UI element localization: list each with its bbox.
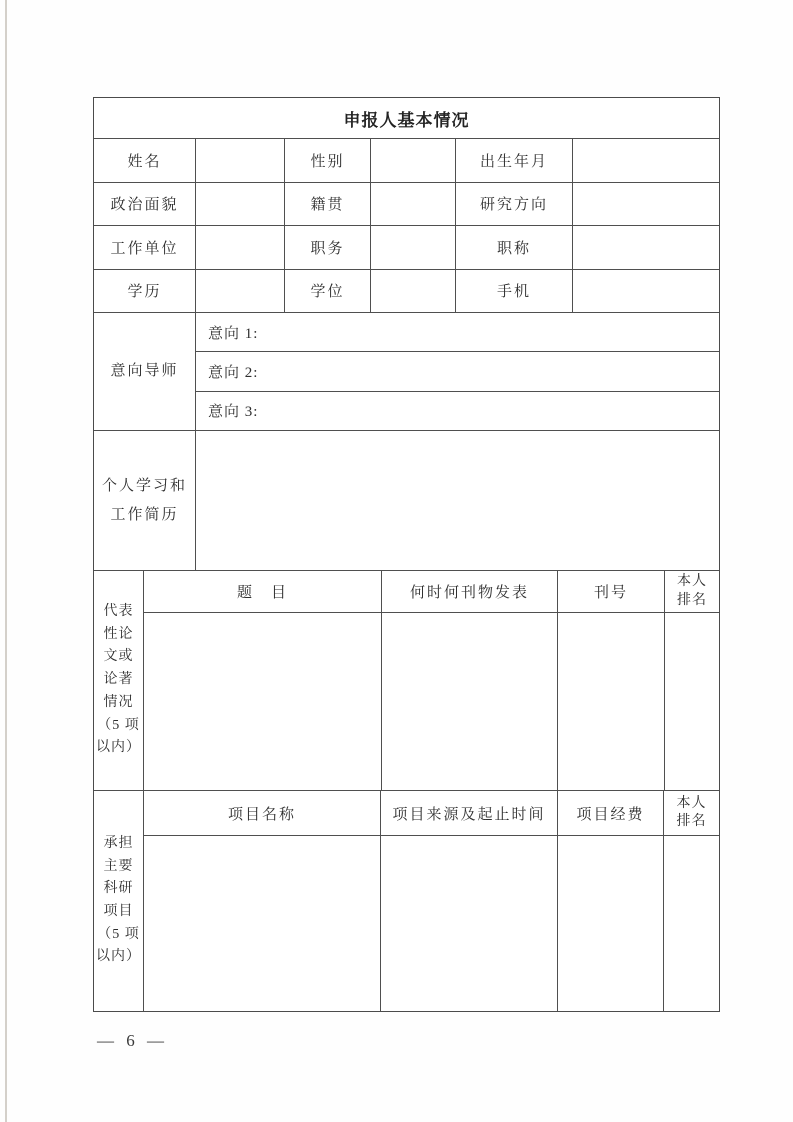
resume-label-line-2: 工作简历 xyxy=(110,506,179,523)
education-label: 学历 xyxy=(94,270,196,313)
project-source-header: 项目来源及起止时间 xyxy=(381,791,558,835)
projects-label-line: 科研 xyxy=(103,881,134,897)
project-rank-header-line-2: 排名 xyxy=(676,814,707,829)
resume-section xyxy=(94,431,719,571)
project-source-cell xyxy=(381,836,558,1011)
birth-date-value-cell xyxy=(573,139,719,182)
resume-label-line-1: 个人学习和 xyxy=(101,478,187,494)
degree-label: 学位 xyxy=(285,270,371,313)
supervisor-section xyxy=(94,313,719,431)
projects-section xyxy=(94,791,719,1011)
projects-section-label xyxy=(94,791,144,1011)
supervisor-option-3-label: 意向 3: xyxy=(208,404,259,421)
supervisor-option-3-row xyxy=(196,392,719,430)
paper-published-cell xyxy=(382,613,558,790)
basic-info-row-4 xyxy=(94,270,719,314)
supervisor-option-1-label: 意向 1: xyxy=(208,325,259,342)
education-value-cell xyxy=(196,270,285,313)
degree-value-cell xyxy=(371,270,456,313)
project-name-header: 项目名称 xyxy=(144,791,381,835)
project-funding-cell xyxy=(558,836,664,1011)
papers-label-line: 代表 xyxy=(103,604,134,620)
projects-table xyxy=(144,791,719,1011)
basic-info-row-1 xyxy=(94,139,719,183)
papers-body-row xyxy=(144,613,719,790)
political-status-label: 政治面貌 xyxy=(94,183,196,226)
supervisor-option-2-label: 意向 2: xyxy=(208,364,259,381)
papers-label-line: 性论 xyxy=(103,626,134,642)
resume-content-cell xyxy=(196,431,719,570)
research-direction-value-cell xyxy=(573,183,719,226)
papers-label-line: 文或 xyxy=(103,649,134,665)
mobile-label: 手机 xyxy=(456,270,573,313)
professional-title-label: 职称 xyxy=(456,226,573,269)
projects-label-line: 承担 xyxy=(103,835,134,851)
projects-header-row xyxy=(144,791,719,836)
research-direction-label: 研究方向 xyxy=(456,183,573,226)
papers-table xyxy=(144,571,719,790)
project-rank-header-line-1: 本人 xyxy=(676,795,707,811)
applicant-info-form-table xyxy=(93,97,720,1012)
paper-title-header: 题 目 xyxy=(144,571,382,612)
mobile-value-cell xyxy=(573,270,719,313)
supervisor-label: 意向导师 xyxy=(94,313,196,430)
projects-label-line: 主要 xyxy=(103,858,134,874)
project-name-cell xyxy=(144,836,381,1011)
professional-title-value-cell xyxy=(573,226,719,269)
papers-label-line: 以内） xyxy=(96,740,141,756)
paper-issue-no-cell xyxy=(558,613,665,790)
paper-published-header: 何时何刊物发表 xyxy=(382,571,558,612)
work-unit-value-cell xyxy=(196,226,285,269)
projects-label-line: 以内） xyxy=(96,949,141,965)
papers-label-line: 论著 xyxy=(103,672,134,688)
papers-section-label xyxy=(94,571,144,790)
paper-rank-header-line-2: 排名 xyxy=(677,592,707,608)
paper-rank-cell xyxy=(665,613,719,790)
projects-label-line: 项目 xyxy=(103,904,134,919)
position-value-cell xyxy=(371,226,456,269)
native-place-label: 籍贯 xyxy=(285,183,371,226)
papers-label-line: （5 项 xyxy=(97,717,140,733)
native-place-value-cell xyxy=(371,183,456,226)
papers-header-row xyxy=(144,571,719,613)
paper-title-cell xyxy=(144,613,382,790)
supervisor-options xyxy=(196,313,719,430)
political-status-value-cell xyxy=(196,183,285,226)
paper-rank-header xyxy=(665,571,719,612)
basic-info-row-3 xyxy=(94,226,719,270)
supervisor-option-2-row xyxy=(196,352,719,391)
birth-date-label: 出生年月 xyxy=(456,139,573,182)
work-unit-label: 工作单位 xyxy=(94,226,196,269)
projects-label-line: （5 项 xyxy=(97,926,140,942)
project-rank-cell xyxy=(664,836,719,1011)
basic-info-row-2 xyxy=(94,183,719,227)
papers-label-line: 情况 xyxy=(103,694,134,710)
project-rank-header xyxy=(664,791,719,835)
gender-label: 性别 xyxy=(285,139,371,182)
project-funding-header: 项目经费 xyxy=(558,791,664,835)
name-value-cell xyxy=(196,139,285,182)
paper-issue-no-header: 刊号 xyxy=(558,571,665,612)
paper-rank-header-line-1: 本人 xyxy=(677,574,707,590)
position-label: 职务 xyxy=(285,226,371,269)
projects-body-row xyxy=(144,836,719,1011)
supervisor-option-1-row xyxy=(196,313,719,352)
form-title: 申报人基本情况 xyxy=(94,98,719,139)
name-label: 姓名 xyxy=(94,139,196,182)
page-number: — 6 — xyxy=(97,1031,168,1050)
papers-section xyxy=(94,571,719,791)
gender-value-cell xyxy=(371,139,456,182)
resume-label xyxy=(94,431,196,570)
scan-edge-artifact xyxy=(5,0,7,1122)
